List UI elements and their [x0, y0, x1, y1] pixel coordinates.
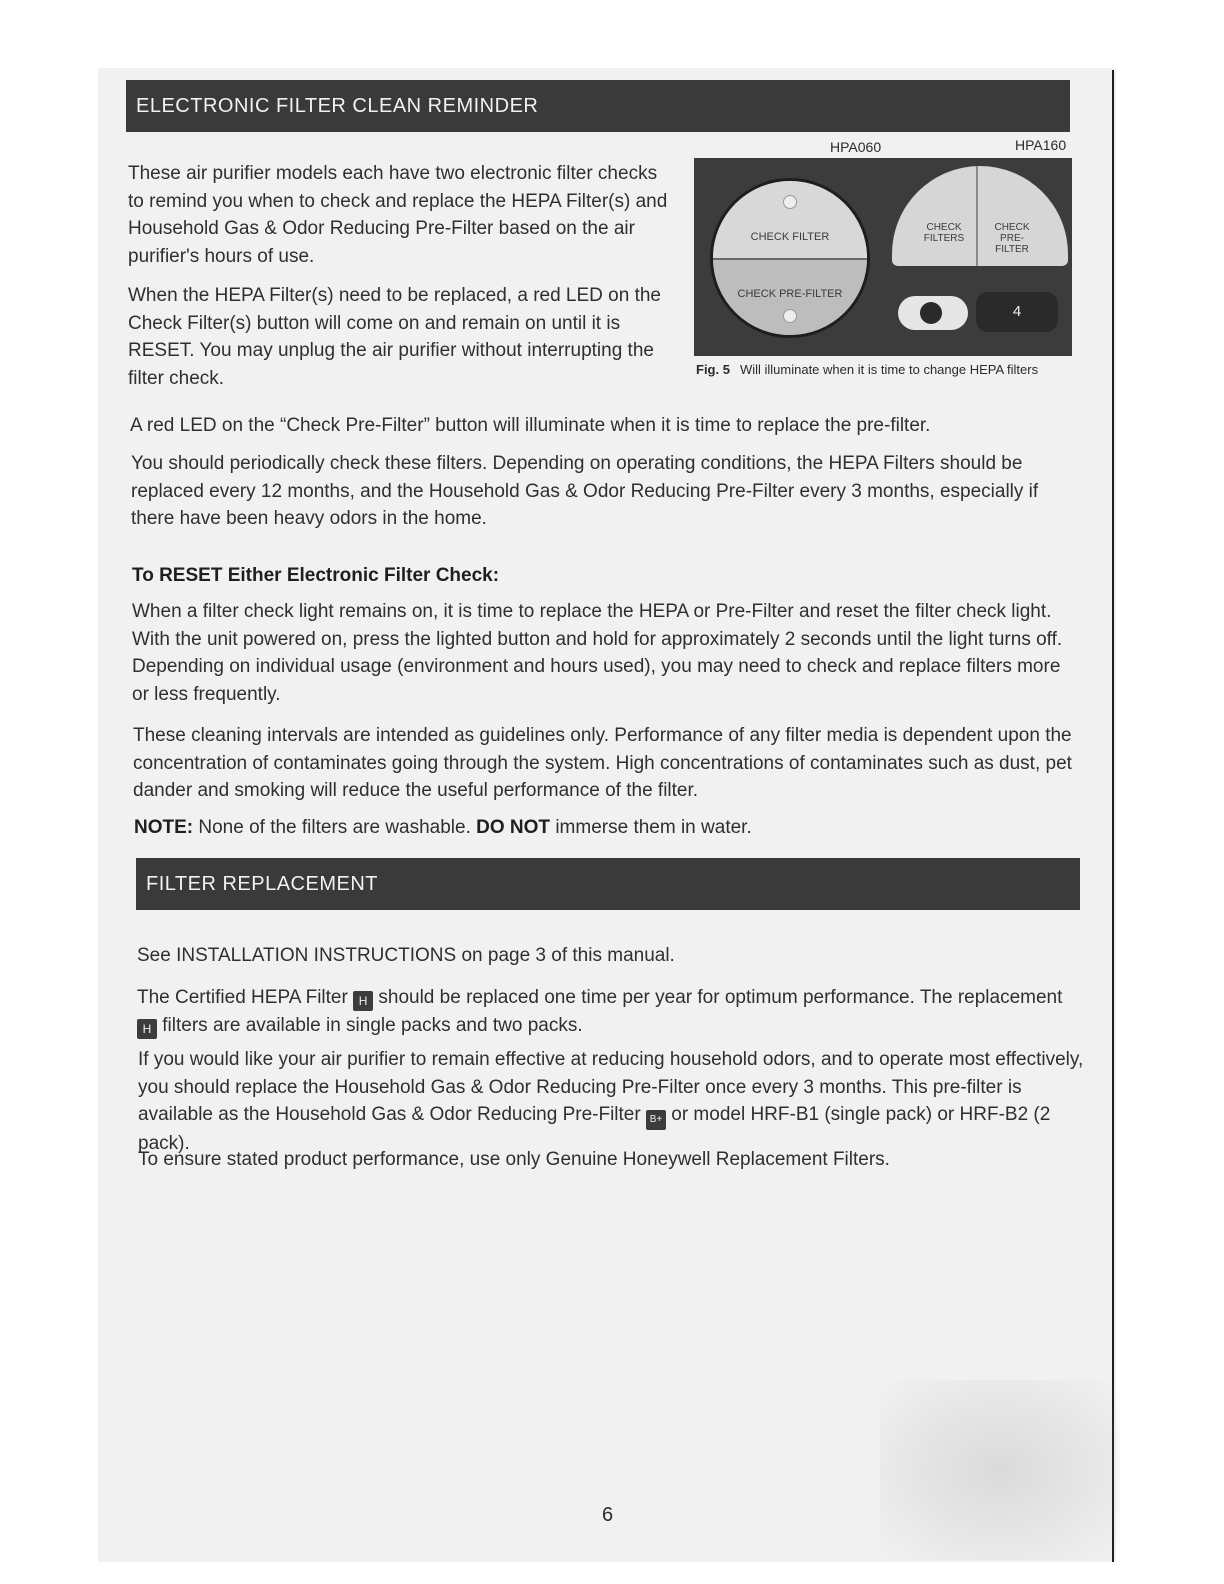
paragraph-cleaning-intervals: These cleaning intervals are intended as guidelines only. Performance of any filter media is dependent upon the concentration of contaminates going through the system. High concentrations of contaminates such as dust, pet dander and smoking will reduce the useful performance of the filter.	[133, 725, 1072, 801]
paragraph-prefilter-led: A red LED on the “Check Pre-Filter” button will illuminate when it is time to replace the pre-filter.	[130, 415, 931, 436]
check-prefilter-button-label: CHECK PRE-FILTER	[737, 288, 843, 300]
paragraph-hepa-led: When the HEPA Filter(s) need to be replaced, a red LED on the Check Filter(s) button will come on and remain on until it is RESET. You may unplug the air purifier without interrupting the filter check.	[128, 285, 661, 389]
paragraph-hepa-replacement: The Certified HEPA Filter H should be replaced one time per year for optimum performance. The replacement H filters are available in single packs and two packs.	[137, 984, 1077, 1039]
hepa-filter-badge-icon: H	[137, 1019, 157, 1039]
note-label: NOTE:	[134, 817, 194, 838]
led-indicator-icon	[783, 309, 797, 323]
paragraph-reset-instructions: When a filter check light remains on, it is time to replace the HEPA or Pre-Filter and reset the filter check light. With the unit powered on, press the lighted button and hold for approximately 2 seconds until the light turns off. Depending on individual usage (environment and hours used), you may need to check and replace filters more or less frequently.	[132, 601, 1063, 705]
hepa-filter-badge-icon: H	[353, 991, 373, 1011]
model-label-hpa160: HPA160	[1015, 137, 1067, 153]
note-bold: DO NOT	[476, 817, 551, 838]
led-indicator-icon	[783, 195, 797, 209]
paragraph-prefilter-replacement: If you would like your air purifier to remain effective at reducing household odors, and to operate most effectively, you should replace the Household Gas & Odor Reducing Pre-Filter once every 3 months. This pre-filter is available as the Household Gas & Odor Reducing Pre-Filter B+ or model HRF-B1 (single pack) or HRF-B2 (2 pack).	[138, 1049, 1084, 1154]
paragraph-check-periodically: You should periodically check these filters. Depending on operating conditions, the HEPA Filters should be replaced every 12 months, and the Household Gas & Odor Reducing Pre-Filter every 3 months, especially if there have been heavy odors in the home.	[131, 453, 1039, 529]
hpa060-dial	[710, 178, 870, 338]
clock-icon	[920, 302, 942, 324]
display-readout: 4	[976, 292, 1058, 332]
figure-caption	[696, 362, 1038, 377]
paragraph-genuine-filters: To ensure stated product performance, use only Genuine Honeywell Replacement Filters.	[138, 1149, 890, 1170]
hpa160-panel	[892, 166, 1068, 266]
reset-heading: To RESET Either Electronic Filter Check:	[132, 565, 500, 586]
paragraph-see-instructions: See INSTALLATION INSTRUCTIONS on page 3 of this manual.	[137, 945, 675, 966]
note-text: None of the filters are washable.	[193, 817, 477, 838]
paragraph-intro: These air purifier models each have two electronic filter checks to remind you when to check and replace the HEPA Filter(s) and Household Gas & Odor Reducing Pre-Filter based on the air purifier's hours of use.	[128, 163, 668, 267]
prefilter-badge-icon: B+	[646, 1110, 666, 1130]
check-filters-button-label: CHECK FILTERS	[923, 222, 965, 244]
figure-caption-label: Fig. 5	[696, 362, 730, 377]
note-text-end: immerse them in water.	[550, 817, 752, 838]
model-label-hpa060: HPA060	[830, 139, 882, 155]
figure-control-panels	[694, 158, 1072, 356]
section-header-filter-reminder: ELECTRONIC FILTER CLEAN REMINDER	[126, 80, 1070, 132]
check-prefilter-button-label: CHECK PRE-FILTER	[994, 222, 1030, 255]
note-line	[134, 814, 1034, 842]
page-number: 6	[602, 1504, 614, 1526]
section-header-filter-replacement: FILTER REPLACEMENT	[136, 858, 1080, 910]
page-edge	[1112, 70, 1114, 1562]
check-filter-button-label: CHECK FILTER	[750, 231, 830, 243]
figure-caption-text: Will illuminate when it is time to change HEPA filters	[739, 362, 1039, 377]
scan-shadow	[880, 1380, 1120, 1560]
